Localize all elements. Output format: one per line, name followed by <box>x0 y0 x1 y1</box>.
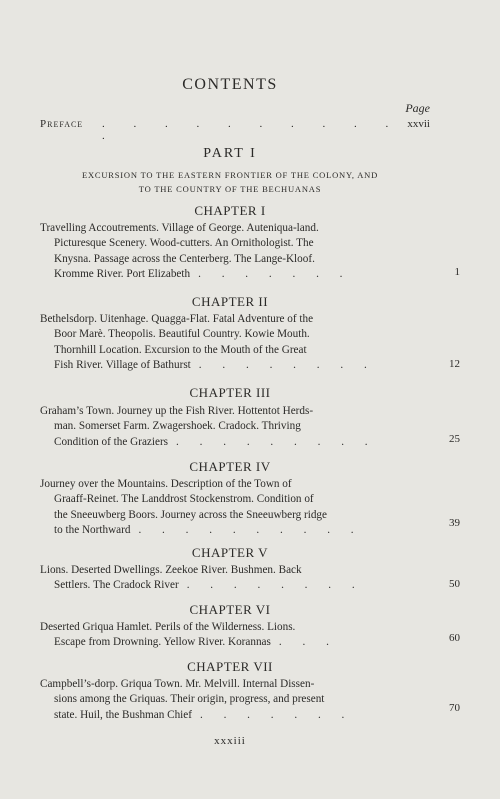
summary-line: to the Northward <box>54 523 131 536</box>
chapter-title: CHAPTER I <box>194 203 266 218</box>
summary-line: Thornhill Location. Excursion to the Mouth of the Great <box>54 343 307 356</box>
summary-line: Picturesque Scenery. Wood-cutters. An Ornithologist. The <box>54 237 314 250</box>
part-subtitle-line: EXCURSION TO THE EASTERN FRONTIER OF THE COLONY, AND <box>81 170 379 180</box>
summary-line: Boor Marè. Theopolis. Beautiful Country. Kowie Mouth. <box>54 328 310 341</box>
leader-dots: . . . . . . . <box>198 267 352 280</box>
summary-line: Travelling Accoutrements. Village of George. Auteniqua-land. <box>40 222 319 234</box>
page-column-label: Page <box>405 101 430 115</box>
summary-line: the Sneeuwberg Boors. Journey across the Sneeuwberg ridge <box>54 508 327 521</box>
summary-line: man. Somerset Farm. Zwagershoek. Cradock. Thriving <box>54 420 301 433</box>
part-subtitle-line: TO THE COUNTRY OF THE BECHUANAS <box>138 184 322 194</box>
chapter-summary <box>40 620 400 651</box>
part-subtitle <box>40 168 420 196</box>
summary-line: Deserted Griqua Hamlet. Perils of the Wilderness. Lions. <box>40 621 296 633</box>
leader-dots: . . . . . . . . <box>186 579 364 592</box>
chapter-summary <box>40 677 400 723</box>
summary-line: Fish River. Village of Bathurst <box>54 358 191 371</box>
summary-line: sions among the Griquas. Their origin, progress, and present <box>54 693 325 706</box>
summary-line: state. Huil, the Bushman Chief <box>54 708 192 721</box>
chapter-summary <box>40 477 400 538</box>
summary-line: Campbell’s-dorp. Griqua Town. Mr. Melvill. Internal Dissen- <box>40 678 315 690</box>
summary-line: Kromme River. Port Elizabeth <box>54 267 191 280</box>
preface-entry <box>40 118 430 142</box>
contents-block <box>40 0 460 799</box>
leader-dots: . . . . . . . <box>199 708 354 721</box>
summary-line: Lions. Deserted Dwellings. Zeekoe River. Bushmen. Back <box>40 564 302 576</box>
preface-page-number: xxvii <box>407 118 430 130</box>
preface-label: Preface <box>40 118 84 130</box>
summary-line: Escape from Drowning. Yellow River. Korannas <box>54 636 271 649</box>
chapter-page-number: 50 <box>449 578 460 590</box>
leader-dots: . . . . . . . . <box>198 358 376 371</box>
chapter-page-number: 39 <box>449 517 460 529</box>
chapter-title: CHAPTER III <box>189 385 271 400</box>
chapter-page-number: 25 <box>449 433 460 445</box>
chapter-title: CHAPTER V <box>191 545 269 560</box>
chapter-title: CHAPTER IV <box>189 459 271 474</box>
chapter-summary <box>40 312 400 373</box>
chapter-page-number: 70 <box>449 702 460 714</box>
summary-line: Condition of the Graziers <box>54 435 169 448</box>
leader-dots: . . . . . . . . . <box>176 435 377 448</box>
chapter-summary <box>40 404 400 450</box>
contents-heading: CONTENTS <box>182 76 278 93</box>
chapter-page-number: 12 <box>449 358 460 370</box>
summary-line: Graaff-Reinet. The Landdrost Stockenstrom. Condition of <box>54 493 314 506</box>
summary-line: Bethelsdorp. Uitenhage. Quagga-Flat. Fatal Adventure of the <box>40 313 314 325</box>
chapter-summary <box>40 221 400 282</box>
chapter-title: CHAPTER VII <box>187 659 273 674</box>
chapter-page-number: 1 <box>454 266 460 278</box>
summary-line: Settlers. The Cradock River <box>54 579 179 592</box>
chapter-title: CHAPTER II <box>191 294 269 309</box>
chapter-page-number: 60 <box>449 632 460 644</box>
folio-page-number: xxxiii <box>214 735 246 747</box>
summary-line: Knysna. Passage across the Centerberg. The Lange-Kloof. <box>54 252 315 265</box>
leader-dots: . . . . . . . . . . <box>138 523 363 536</box>
summary-line: Journey over the Mountains. Description of the Town of <box>40 478 292 490</box>
chapter-summary <box>40 563 400 594</box>
preface-leader-dots: . . . . . . . . . . . <box>102 118 402 142</box>
leader-dots: . . . <box>278 636 338 649</box>
part-title: PART I <box>203 146 257 161</box>
summary-line: Graham’s Town. Journey up the Fish River. Hottentot Herds- <box>40 405 314 417</box>
chapter-title: CHAPTER VI <box>189 602 271 617</box>
